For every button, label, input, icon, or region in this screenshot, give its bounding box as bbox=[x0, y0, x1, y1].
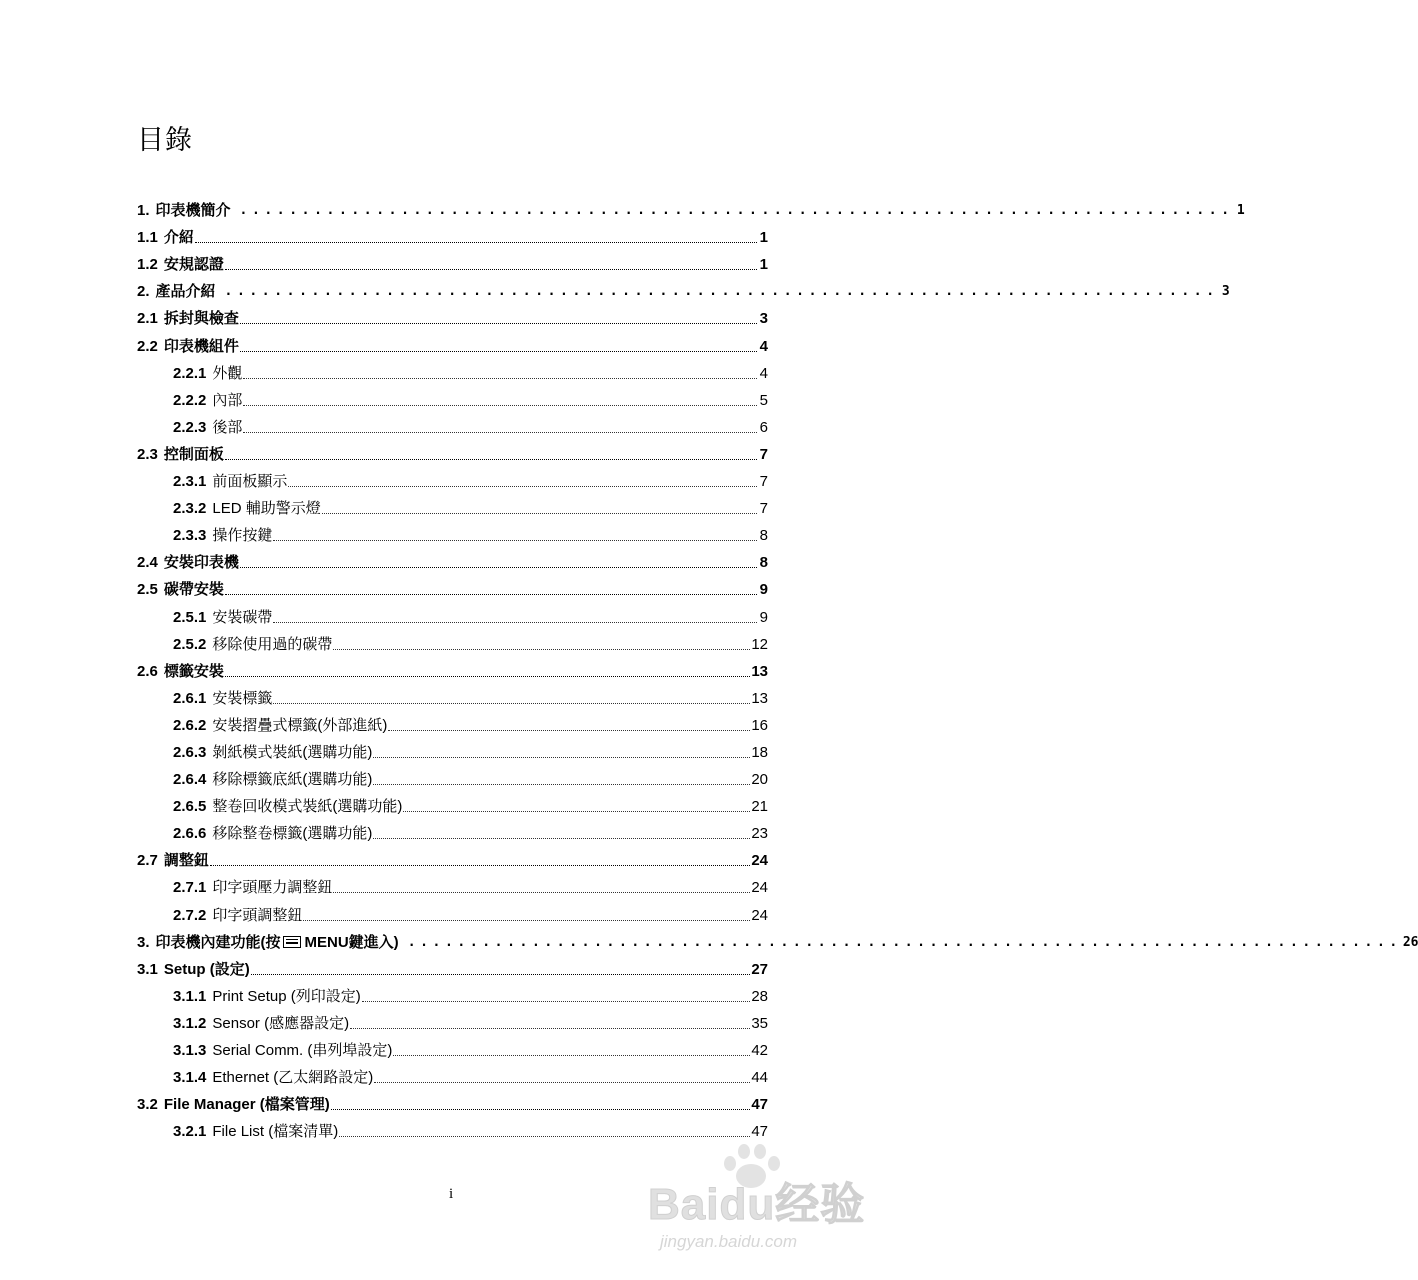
toc-entry-title-text: 前面板顯示 bbox=[212, 473, 288, 491]
toc-entry-title bbox=[212, 1123, 338, 1141]
toc-entry-page: 18 bbox=[751, 743, 768, 761]
toc-entry-title-text: File List (檔案清單) bbox=[212, 1123, 339, 1141]
toc-entry-title-text: 安裝碳帶 bbox=[212, 608, 273, 626]
toc-entry-title-text: 拆封與檢查 bbox=[163, 310, 239, 328]
toc-entry-number: 2.5 bbox=[137, 581, 158, 599]
toc-entry-page: 6 bbox=[759, 418, 768, 436]
toc-entry-page: 20 bbox=[751, 771, 768, 789]
toc-entry-title-text: 產品介紹 bbox=[155, 283, 216, 301]
toc-entry-number: 2.7 bbox=[137, 852, 158, 870]
toc-entry-page: 47 bbox=[751, 1123, 768, 1141]
toc-entry-title-text: 安裝標籤 bbox=[212, 689, 273, 707]
toc-entry-number: 3.1.3 bbox=[173, 1042, 207, 1059]
toc-entry-page: 13 bbox=[751, 689, 768, 707]
toc-entry-number: 2.4 bbox=[137, 554, 158, 572]
toc-entry[interactable] bbox=[137, 1006, 768, 1033]
toc-entry[interactable] bbox=[137, 491, 768, 518]
toc-entry-number: 2.2.3 bbox=[173, 418, 207, 436]
page-title: 目錄 bbox=[137, 125, 193, 156]
toc-entry-page: 1 bbox=[1236, 203, 1245, 219]
toc-entry-title-text: 移除標籤底紙(選購功能) bbox=[212, 771, 373, 789]
toc-entry-number: 2.7.2 bbox=[173, 906, 207, 924]
toc-entry-page: 16 bbox=[751, 716, 768, 734]
toc-entry-page: 3 bbox=[759, 310, 768, 328]
toc-entry[interactable] bbox=[137, 897, 768, 924]
toc-entry-title bbox=[156, 934, 399, 952]
toc-entry-page: 5 bbox=[759, 391, 768, 409]
dot-leader bbox=[303, 919, 750, 921]
toc-entry[interactable] bbox=[137, 1087, 768, 1114]
toc-entry-number: 2.3.1 bbox=[173, 473, 207, 491]
toc-entry[interactable] bbox=[137, 328, 768, 355]
toc-entry-title-text: 內部 bbox=[212, 391, 243, 409]
toc-entry[interactable] bbox=[137, 518, 768, 545]
toc-entry-page: 26 bbox=[1402, 934, 1418, 950]
toc-entry-title-suffix: MENU鍵進入) bbox=[304, 933, 399, 951]
toc-entry-title bbox=[212, 798, 402, 816]
toc-entry-title bbox=[164, 961, 250, 979]
toc-entry-title bbox=[212, 392, 242, 410]
toc-entry-title-text: 外觀 bbox=[212, 364, 243, 382]
toc-entry-title bbox=[164, 446, 224, 464]
toc-entry[interactable] bbox=[137, 1114, 768, 1141]
toc-entry[interactable] bbox=[137, 301, 768, 328]
dot-leader bbox=[288, 485, 757, 487]
toc-entry-page: 7 bbox=[759, 500, 768, 518]
toc-entry-title-text: LED 輔助警示燈 bbox=[212, 500, 321, 518]
toc-entry-page: 4 bbox=[759, 364, 768, 382]
toc-entry[interactable] bbox=[137, 681, 768, 708]
dot-leader bbox=[210, 864, 750, 866]
toc-entry[interactable] bbox=[137, 708, 768, 735]
toc-entry-title bbox=[212, 744, 372, 762]
toc-entry-page: 9 bbox=[759, 581, 768, 599]
toc-entry-page: 24 bbox=[751, 879, 768, 897]
toc-entry-title bbox=[164, 581, 224, 599]
toc-entry[interactable] bbox=[137, 274, 1230, 301]
toc-entry-page: 24 bbox=[751, 852, 768, 870]
toc-entry-number: 2.3.2 bbox=[173, 500, 207, 518]
toc-entry-number: 2.2.2 bbox=[173, 391, 207, 409]
toc-entry[interactable] bbox=[137, 572, 768, 599]
toc-entry[interactable] bbox=[137, 193, 1245, 220]
toc-entry-number: 2.5.1 bbox=[173, 608, 207, 626]
toc-entry-title-text: 安規認證 bbox=[163, 256, 224, 274]
toc-entry-page: 8 bbox=[759, 554, 768, 572]
toc-entry-title bbox=[156, 202, 231, 220]
toc-entry[interactable] bbox=[137, 816, 768, 843]
toc-entry-title bbox=[212, 1015, 349, 1033]
dot-leader bbox=[240, 322, 757, 324]
toc-entry-title bbox=[212, 419, 242, 437]
toc-entry[interactable] bbox=[137, 870, 768, 897]
toc-entry-title bbox=[164, 310, 239, 328]
dot-leader bbox=[243, 431, 757, 433]
toc-entry-page: 3 bbox=[1221, 284, 1230, 300]
dot-leader bbox=[333, 648, 750, 650]
toc-entry-number: 2.7.1 bbox=[173, 879, 207, 897]
toc-entry-number: 3.2.1 bbox=[173, 1123, 207, 1141]
toc-entry[interactable] bbox=[137, 383, 768, 410]
toc-entry-number: 2.2 bbox=[137, 337, 158, 355]
toc-entry-number: 3. bbox=[137, 933, 150, 951]
toc-entry[interactable] bbox=[137, 247, 768, 274]
toc-entry[interactable] bbox=[137, 735, 768, 762]
toc-entry-title bbox=[212, 527, 272, 545]
dot-leader bbox=[195, 241, 757, 243]
toc-entry-title bbox=[212, 690, 272, 708]
dot-leader bbox=[240, 566, 757, 568]
toc-entry-number: 2.6 bbox=[137, 662, 158, 680]
toc-entry-title-text: 碳帶安裝 bbox=[163, 581, 224, 599]
toc-entry-number: 1.2 bbox=[137, 256, 158, 274]
toc-entry-title-text: 操作按鍵 bbox=[212, 527, 273, 545]
toc-entry-page: 1 bbox=[759, 229, 768, 247]
toc-entry-number: 3.1.2 bbox=[173, 1014, 207, 1032]
toc-entry-title-text: Print Setup (列印設定) bbox=[212, 987, 361, 1005]
dot-leader bbox=[339, 1135, 750, 1137]
dot-leader: ................................................................................ bbox=[239, 203, 1234, 219]
page-number: i bbox=[449, 1186, 454, 1202]
toc-entry-number: 1.1 bbox=[137, 229, 158, 247]
toc-entry-title bbox=[212, 825, 372, 843]
toc-entry-page: 35 bbox=[751, 1014, 768, 1032]
toc-entry-title-text: 後部 bbox=[212, 418, 243, 436]
watermark-url: jingyan.baidu.com bbox=[660, 1232, 798, 1251]
toc-entry[interactable] bbox=[137, 545, 768, 572]
dot-leader bbox=[240, 350, 757, 352]
toc-entry-title-text: 剝紙模式裝紙(選購功能) bbox=[212, 743, 373, 761]
table-of-contents bbox=[137, 193, 1418, 1141]
toc-entry-title-text: File Manager (檔案管理) bbox=[163, 1096, 330, 1114]
toc-entry-title bbox=[212, 988, 360, 1006]
toc-entry-page: 9 bbox=[759, 608, 768, 626]
toc-entry-title bbox=[164, 229, 194, 247]
toc-entry-title bbox=[164, 256, 224, 274]
toc-entry[interactable] bbox=[137, 654, 768, 681]
toc-entry-title bbox=[212, 1069, 373, 1087]
toc-entry-number: 3.1.4 bbox=[173, 1069, 207, 1087]
toc-entry-title-text: Setup (設定) bbox=[163, 960, 250, 978]
dot-leader bbox=[273, 702, 750, 704]
toc-entry-title bbox=[164, 852, 209, 870]
toc-entry-number: 2.6.1 bbox=[173, 689, 207, 707]
toc-entry-title-text: Ethernet (乙太網路設定) bbox=[212, 1069, 374, 1087]
toc-entry[interactable] bbox=[137, 952, 768, 979]
dot-leader bbox=[322, 512, 757, 514]
toc-entry-title-text: 控制面板 bbox=[163, 445, 224, 463]
toc-entry-page: 21 bbox=[751, 798, 768, 816]
dot-leader: ................................................................................ bbox=[407, 934, 1402, 950]
toc-entry[interactable] bbox=[137, 1060, 768, 1087]
dot-leader bbox=[393, 1054, 750, 1056]
toc-entry[interactable] bbox=[137, 762, 768, 789]
dot-leader bbox=[403, 810, 750, 812]
toc-entry-page: 24 bbox=[751, 906, 768, 924]
dot-leader bbox=[331, 1108, 751, 1110]
toc-entry-title-text: 標籤安裝 bbox=[163, 662, 224, 680]
menu-key-icon bbox=[283, 936, 301, 948]
toc-entry-number: 2.6.2 bbox=[173, 716, 207, 734]
dot-leader: ................................................................................ bbox=[224, 284, 1219, 300]
toc-entry[interactable] bbox=[137, 627, 768, 654]
dot-leader bbox=[243, 377, 757, 379]
toc-entry-title bbox=[212, 473, 287, 491]
toc-entry-title-text: 安裝摺疊式標籤(外部進紙) bbox=[212, 716, 388, 734]
toc-entry-title bbox=[156, 283, 216, 301]
toc-entry-title bbox=[212, 771, 372, 789]
toc-entry[interactable] bbox=[137, 843, 768, 870]
dot-leader bbox=[388, 729, 750, 731]
toc-entry-page: 28 bbox=[751, 987, 768, 1005]
toc-entry-title bbox=[212, 365, 242, 383]
dot-leader bbox=[243, 404, 757, 406]
dot-leader bbox=[373, 756, 750, 758]
dot-leader bbox=[225, 675, 750, 677]
toc-entry-title bbox=[212, 1042, 392, 1060]
toc-entry-title bbox=[212, 636, 332, 654]
toc-entry-number: 3.1 bbox=[137, 960, 158, 978]
toc-entry-title bbox=[212, 609, 272, 627]
toc-entry-number: 2.3 bbox=[137, 445, 158, 463]
toc-entry-page: 7 bbox=[759, 473, 768, 491]
watermark-logo: Baidu经验 bbox=[648, 1180, 866, 1229]
toc-entry-title-text: 移除整卷標籤(選購功能) bbox=[212, 825, 373, 843]
toc-entry-number: 1. bbox=[137, 202, 150, 220]
toc-entry-page: 13 bbox=[751, 662, 768, 680]
toc-entry-title-text: 調整鈕 bbox=[163, 852, 209, 870]
toc-entry-title-text: 印字頭調整鈕 bbox=[212, 906, 303, 924]
toc-entry-page: 44 bbox=[751, 1069, 768, 1087]
dot-leader bbox=[373, 783, 750, 785]
toc-entry-title bbox=[212, 717, 387, 735]
dot-leader bbox=[374, 1081, 750, 1083]
dot-leader bbox=[273, 621, 757, 623]
toc-entry-number: 3.2 bbox=[137, 1096, 158, 1114]
toc-entry-number: 2.6.3 bbox=[173, 743, 207, 761]
toc-entry-title-text: 印表機組件 bbox=[163, 337, 239, 355]
toc-entry-page: 7 bbox=[759, 445, 768, 463]
toc-entry-title-text: 安裝印表機 bbox=[163, 554, 239, 572]
toc-entry-title-text: Sensor (感應器設定) bbox=[212, 1014, 350, 1032]
toc-entry[interactable] bbox=[137, 410, 768, 437]
toc-entry-page: 42 bbox=[751, 1042, 768, 1059]
dot-leader bbox=[225, 458, 757, 460]
toc-entry-title-text: Serial Comm. (串列埠設定) bbox=[212, 1042, 393, 1059]
toc-entry-number: 2.5.2 bbox=[173, 635, 207, 653]
toc-entry-title-text: 介紹 bbox=[163, 229, 194, 247]
toc-entry-number: 2.1 bbox=[137, 310, 158, 328]
toc-entry-page: 1 bbox=[759, 256, 768, 274]
dot-leader bbox=[251, 973, 751, 975]
toc-entry-title-text: 移除使用過的碳帶 bbox=[212, 635, 333, 653]
dot-leader bbox=[362, 1000, 751, 1002]
toc-entry-title bbox=[164, 554, 239, 572]
toc-entry-number: 2.2.1 bbox=[173, 364, 207, 382]
toc-entry-number: 2.3.3 bbox=[173, 527, 207, 545]
toc-entry-title-text: 印字頭壓力調整鈕 bbox=[212, 879, 333, 897]
dot-leader bbox=[273, 539, 757, 541]
toc-entry-page: 23 bbox=[751, 825, 768, 843]
dot-leader bbox=[373, 837, 750, 839]
toc-entry-title bbox=[164, 663, 224, 681]
toc-entry-title bbox=[212, 500, 320, 518]
dot-leader bbox=[350, 1027, 750, 1029]
toc-entry-number: 2.6.4 bbox=[173, 771, 207, 789]
dot-leader bbox=[333, 891, 750, 893]
toc-entry-title-text: 整卷回收模式裝紙(選購功能) bbox=[212, 798, 403, 816]
toc-entry[interactable] bbox=[137, 789, 768, 816]
dot-leader bbox=[225, 268, 757, 270]
toc-entry-number: 3.1.1 bbox=[173, 987, 207, 1005]
toc-entry[interactable] bbox=[137, 220, 768, 247]
toc-entry[interactable] bbox=[137, 437, 768, 464]
toc-entry-number: 2.6.6 bbox=[173, 825, 207, 843]
toc-entry-title bbox=[164, 1096, 330, 1114]
toc-entry[interactable] bbox=[137, 464, 768, 491]
toc-entry-title bbox=[212, 879, 332, 897]
toc-entry[interactable] bbox=[137, 979, 768, 1006]
toc-entry[interactable] bbox=[137, 356, 768, 383]
toc-entry-page: 8 bbox=[759, 527, 768, 545]
toc-entry-number: 2. bbox=[137, 283, 150, 301]
toc-entry[interactable] bbox=[137, 925, 1418, 952]
dot-leader bbox=[225, 593, 757, 595]
watermark bbox=[648, 1140, 878, 1260]
toc-entry-page: 27 bbox=[751, 960, 768, 978]
toc-entry-title bbox=[212, 907, 302, 925]
toc-entry[interactable] bbox=[137, 1033, 768, 1060]
toc-entry-page: 12 bbox=[751, 635, 768, 653]
toc-entry-title-text: 印表機簡介 bbox=[155, 202, 231, 220]
toc-entry-number: 2.6.5 bbox=[173, 798, 207, 816]
toc-entry-page: 47 bbox=[751, 1096, 768, 1114]
toc-entry-title bbox=[164, 338, 239, 356]
toc-entry-page: 4 bbox=[759, 337, 768, 355]
toc-entry[interactable] bbox=[137, 599, 768, 626]
toc-entry-title-text: 印表機內建功能(按 bbox=[155, 933, 281, 951]
